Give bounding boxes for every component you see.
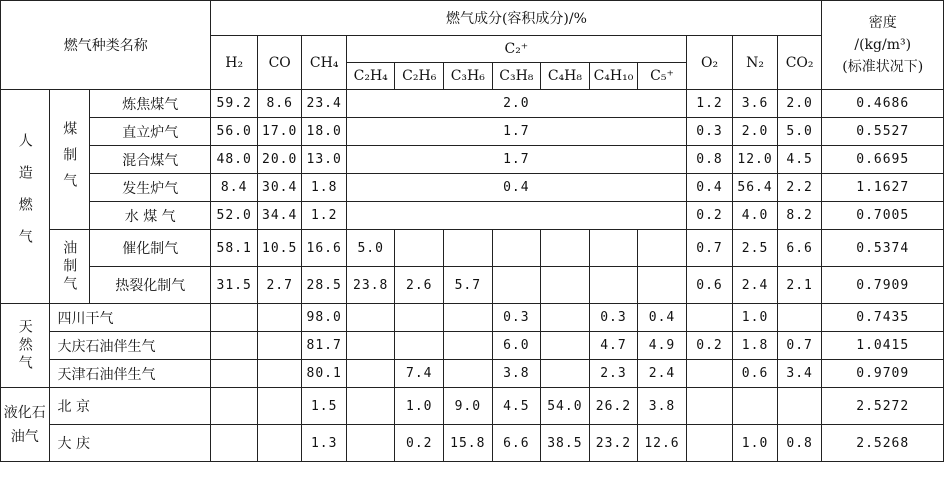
cell-c4h8: 38.5 (541, 425, 590, 462)
cell-o2: 0.4 (686, 174, 733, 202)
col-c2h4: C₂H₄ (346, 63, 395, 90)
cell-c4h8: 54.0 (541, 388, 590, 425)
gas-name: 天津石油伴生气 (49, 360, 211, 388)
cell-c4h8 (541, 267, 590, 304)
cell-n2: 12.0 (733, 146, 778, 174)
group-coal-gas (49, 90, 89, 230)
cell-c4h10: 4.7 (589, 332, 638, 360)
cell-ch4: 98.0 (302, 304, 347, 332)
cell-o2: 0.7 (686, 230, 733, 267)
cell-c2h4: 5.0 (346, 230, 395, 267)
col-c4h10: C₄H₁₀ (589, 63, 638, 90)
cell-h2: 56.0 (211, 118, 258, 146)
cell-co2: 2.2 (777, 174, 822, 202)
cell-c5plus (638, 267, 687, 304)
cell-c2h4 (346, 304, 395, 332)
cell-co2: 6.6 (777, 230, 822, 267)
cell-c4h10: 26.2 (589, 388, 638, 425)
density-header-line2: /(kg/m³) (854, 37, 912, 53)
cell-density: 0.5527 (822, 118, 944, 146)
cell-density: 0.4686 (822, 90, 944, 118)
cell-c2h4: 23.8 (346, 267, 395, 304)
cell-co2: 3.4 (777, 360, 822, 388)
group-lpg-label: 液化石油气 (3, 404, 46, 445)
table-row (1, 202, 944, 230)
cell-c2h6 (395, 230, 444, 267)
cell-o2: 1.2 (686, 90, 733, 118)
cell-c2plus: 1.7 (346, 146, 686, 174)
col-co2: CO₂ (777, 36, 822, 90)
gas-name: 发生炉气 (90, 174, 211, 202)
cell-co (257, 332, 302, 360)
cell-ch4: 28.5 (302, 267, 347, 304)
cell-h2: 58.1 (211, 230, 258, 267)
table-row (1, 304, 944, 332)
table-row (1, 118, 944, 146)
cell-c4h10: 0.3 (589, 304, 638, 332)
cell-c3h8: 4.5 (492, 388, 541, 425)
cell-density: 2.5268 (822, 425, 944, 462)
gas-name: 直立炉气 (90, 118, 211, 146)
cell-n2: 2.0 (733, 118, 778, 146)
cell-ch4: 23.4 (302, 90, 347, 118)
cell-h2 (211, 360, 258, 388)
cell-density: 2.5272 (822, 388, 944, 425)
cell-n2: 4.0 (733, 202, 778, 230)
cell-c2h6: 1.0 (395, 388, 444, 425)
cell-o2 (686, 388, 733, 425)
cell-ch4: 1.5 (302, 388, 347, 425)
cell-c2h6: 2.6 (395, 267, 444, 304)
cell-c2h6 (395, 332, 444, 360)
cell-c3h8: 6.0 (492, 332, 541, 360)
cell-co: 8.6 (257, 90, 302, 118)
cell-c4h10: 23.2 (589, 425, 638, 462)
cell-c3h8: 0.3 (492, 304, 541, 332)
cell-c5plus: 2.4 (638, 360, 687, 388)
cell-density: 0.9709 (822, 360, 944, 388)
cell-c2plus-empty (346, 202, 686, 230)
col-o2: O₂ (686, 36, 733, 90)
col-c3h8: C₃H₈ (492, 63, 541, 90)
cell-h2: 8.4 (211, 174, 258, 202)
col-h2: H₂ (211, 36, 258, 90)
gas-name: 北 京 (49, 388, 211, 425)
cell-ch4: 1.3 (302, 425, 347, 462)
cell-c4h10 (589, 230, 638, 267)
cell-co (257, 425, 302, 462)
gas-type-header: 燃气种类名称 (1, 1, 211, 90)
group-coal-gas-label: 煤制气 (61, 120, 78, 199)
table-row (1, 388, 944, 425)
col-c2plus: C₂⁺ (346, 36, 686, 63)
cell-ch4: 1.8 (302, 174, 347, 202)
cell-co (257, 304, 302, 332)
cell-ch4: 18.0 (302, 118, 347, 146)
cell-c2h4 (346, 425, 395, 462)
cell-co: 2.7 (257, 267, 302, 304)
cell-c2plus: 0.4 (346, 174, 686, 202)
cell-h2: 52.0 (211, 202, 258, 230)
cell-co (257, 388, 302, 425)
gas-name: 大 庆 (49, 425, 211, 462)
cell-ch4: 1.2 (302, 202, 347, 230)
cell-co (257, 360, 302, 388)
gas-name: 炼焦煤气 (90, 90, 211, 118)
group-lpg (1, 388, 50, 462)
cell-c2h4 (346, 360, 395, 388)
table-row (1, 267, 944, 304)
group-oil-gas (49, 230, 89, 304)
cell-h2: 31.5 (211, 267, 258, 304)
cell-n2 (733, 388, 778, 425)
group-artificial-label: 人造燃气 (16, 132, 33, 261)
cell-h2 (211, 332, 258, 360)
cell-co: 34.4 (257, 202, 302, 230)
cell-c4h10 (589, 267, 638, 304)
group-natural-label: 天然气 (16, 318, 33, 373)
cell-n2: 1.0 (733, 304, 778, 332)
cell-o2 (686, 425, 733, 462)
cell-n2: 56.4 (733, 174, 778, 202)
cell-c4h8 (541, 360, 590, 388)
table-row (1, 332, 944, 360)
cell-c2h4 (346, 332, 395, 360)
cell-co2: 4.5 (777, 146, 822, 174)
cell-density: 0.7435 (822, 304, 944, 332)
cell-o2 (686, 360, 733, 388)
cell-ch4: 13.0 (302, 146, 347, 174)
cell-c2plus: 1.7 (346, 118, 686, 146)
cell-co2: 5.0 (777, 118, 822, 146)
cell-ch4: 81.7 (302, 332, 347, 360)
cell-n2: 1.8 (733, 332, 778, 360)
cell-co2: 0.8 (777, 425, 822, 462)
cell-co2: 2.1 (777, 267, 822, 304)
density-header-line3: (标准状况下) (842, 59, 924, 75)
cell-c5plus: 3.8 (638, 388, 687, 425)
gas-name: 水 煤 气 (90, 202, 211, 230)
cell-h2: 59.2 (211, 90, 258, 118)
group-artificial (1, 90, 50, 304)
cell-o2: 0.6 (686, 267, 733, 304)
cell-h2 (211, 304, 258, 332)
cell-c4h8 (541, 304, 590, 332)
density-header-line1: 密度 (868, 15, 897, 31)
cell-o2: 0.8 (686, 146, 733, 174)
cell-c4h8 (541, 332, 590, 360)
cell-co: 17.0 (257, 118, 302, 146)
cell-co2: 2.0 (777, 90, 822, 118)
gas-name: 催化制气 (90, 230, 211, 267)
group-natural (1, 304, 50, 388)
cell-density: 1.0415 (822, 332, 944, 360)
col-c4h8: C₄H₈ (541, 63, 590, 90)
cell-o2: 0.2 (686, 202, 733, 230)
cell-c3h8: 3.8 (492, 360, 541, 388)
cell-density: 0.7005 (822, 202, 944, 230)
cell-o2: 0.3 (686, 118, 733, 146)
cell-c5plus: 0.4 (638, 304, 687, 332)
cell-h2: 48.0 (211, 146, 258, 174)
cell-n2: 1.0 (733, 425, 778, 462)
cell-c5plus (638, 230, 687, 267)
cell-density: 1.1627 (822, 174, 944, 202)
table-row (1, 146, 944, 174)
group-oil-gas-label: 油制气 (61, 239, 78, 294)
cell-ch4: 80.1 (302, 360, 347, 388)
cell-c3h6 (444, 230, 493, 267)
cell-c2h6: 0.2 (395, 425, 444, 462)
cell-density: 0.6695 (822, 146, 944, 174)
table-row (1, 174, 944, 202)
cell-n2: 0.6 (733, 360, 778, 388)
table-row (1, 230, 944, 267)
cell-c3h6 (444, 360, 493, 388)
table-row (1, 360, 944, 388)
cell-co2 (777, 388, 822, 425)
cell-o2 (686, 304, 733, 332)
cell-c3h6: 5.7 (444, 267, 493, 304)
table-row (1, 425, 944, 462)
cell-o2: 0.2 (686, 332, 733, 360)
cell-n2: 3.6 (733, 90, 778, 118)
gas-name: 四川干气 (49, 304, 211, 332)
col-ch4: CH₄ (302, 36, 347, 90)
cell-n2: 2.4 (733, 267, 778, 304)
col-c3h6: C₃H₆ (444, 63, 493, 90)
cell-c3h6 (444, 332, 493, 360)
cell-c2h6 (395, 304, 444, 332)
cell-c3h8 (492, 230, 541, 267)
cell-co2 (777, 304, 822, 332)
cell-ch4: 16.6 (302, 230, 347, 267)
col-c2h6: C₂H₆ (395, 63, 444, 90)
cell-c3h8 (492, 267, 541, 304)
cell-h2 (211, 388, 258, 425)
cell-n2: 2.5 (733, 230, 778, 267)
table-row (1, 90, 944, 118)
cell-c3h6: 9.0 (444, 388, 493, 425)
gas-name: 大庆石油伴生气 (49, 332, 211, 360)
cell-co: 30.4 (257, 174, 302, 202)
density-header (822, 1, 944, 90)
cell-density: 0.5374 (822, 230, 944, 267)
col-co: CO (257, 36, 302, 90)
col-n2: N₂ (733, 36, 778, 90)
cell-h2 (211, 425, 258, 462)
cell-c3h8: 6.6 (492, 425, 541, 462)
cell-co2: 8.2 (777, 202, 822, 230)
cell-density: 0.7909 (822, 267, 944, 304)
cell-c2h4 (346, 388, 395, 425)
cell-c3h6: 15.8 (444, 425, 493, 462)
cell-c5plus: 4.9 (638, 332, 687, 360)
cell-c4h10: 2.3 (589, 360, 638, 388)
cell-c3h6 (444, 304, 493, 332)
cell-c2h6: 7.4 (395, 360, 444, 388)
cell-co: 20.0 (257, 146, 302, 174)
composition-header: 燃气成分(容积成分)/% (211, 1, 822, 36)
gas-name: 混合煤气 (90, 146, 211, 174)
cell-co2: 0.7 (777, 332, 822, 360)
cell-c4h8 (541, 230, 590, 267)
cell-c5plus: 12.6 (638, 425, 687, 462)
cell-co: 10.5 (257, 230, 302, 267)
col-c5plus: C₅⁺ (638, 63, 687, 90)
cell-c2plus: 2.0 (346, 90, 686, 118)
gas-name: 热裂化制气 (90, 267, 211, 304)
